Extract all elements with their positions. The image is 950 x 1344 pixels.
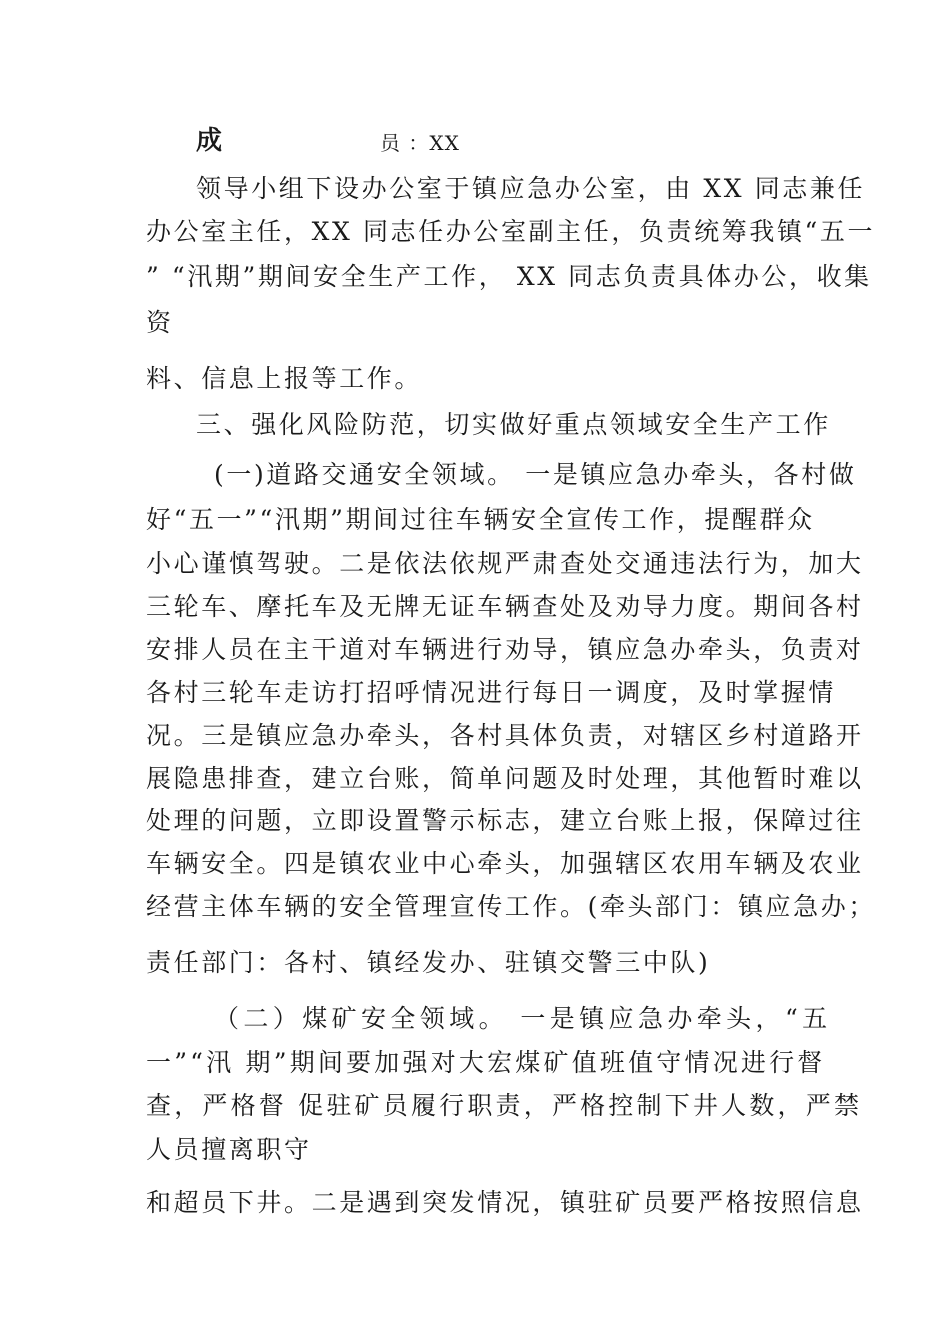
paragraph-line: 经营主体车辆的安全管理宣传工作。(牵头部门：镇应急办；: [146, 892, 876, 921]
paragraph-line: 处理的问题，立即设置警示标志，建立台账上报，保障过往: [146, 806, 864, 835]
paragraph-line: 责任部门：各村、镇经发办、驻镇交警三中队): [146, 948, 711, 977]
section-heading: 三、强化风险防范，切实做好重点领域安全生产工作: [196, 410, 831, 439]
members-label: 成: [196, 126, 223, 156]
paragraph-line: 办公室主任，XX 同志任办公室副主任，负责统筹我镇“五一: [146, 217, 876, 246]
paragraph-line: 车辆安全。四是镇农业中心牵头，加强辖区农用车辆及农业: [146, 849, 864, 878]
paragraph-line: ” “汛期”期间安全生产工作， XX 同志负责具体办公，收集: [146, 262, 872, 291]
members-value: 员 ：XX: [380, 131, 460, 155]
paragraph-line: 资: [146, 308, 174, 337]
paragraph-line: 况。三是镇应急办牵头，各村具体负责，对辖区乡村道路开: [146, 721, 864, 750]
paragraph-line: 好“五一”“汛期”期间过往车辆安全宣传工作，提醒群众: [146, 505, 815, 534]
paragraph-line: 安排人员在主干道对车辆进行劝导，镇应急办牵头，负责对: [146, 635, 864, 664]
paragraph-line: 各村三轮车走访打招呼情况进行每日一调度，及时掌握情: [146, 678, 837, 707]
paragraph-line: (一)道路交通安全领域。 一是镇应急办牵头，各村做: [214, 460, 857, 489]
paragraph-line: 料、信息上报等工作。: [146, 364, 423, 393]
paragraph-line: 查，严格督 促驻矿员履行职责，严格控制下井人数，严禁: [146, 1091, 863, 1120]
paragraph-line: 和超员下井。二是遇到突发情况，镇驻矿员要严格按照信息: [146, 1188, 864, 1217]
paragraph-line: 小心谨慎驾驶。二是依法依规严肃查处交通违法行为，加大: [146, 549, 864, 578]
paragraph-line: （二）煤矿安全领域。 一是镇应急办牵头，“五: [214, 1004, 832, 1033]
paragraph-line: 展隐患排查，建立台账，简单问题及时处理，其他暂时难以: [146, 764, 864, 793]
paragraph-line: 人员擅离职守: [146, 1135, 312, 1164]
paragraph-line: 一”“汛 期”期间要加强对大宏煤矿值班值守情况进行督: [146, 1048, 826, 1077]
paragraph-line: 三轮车、摩托车及无牌无证车辆查处及劝导力度。期间各村: [146, 592, 864, 621]
paragraph-line: 领导小组下设办公室于镇应急办公室，由 XX 同志兼任: [196, 174, 866, 203]
